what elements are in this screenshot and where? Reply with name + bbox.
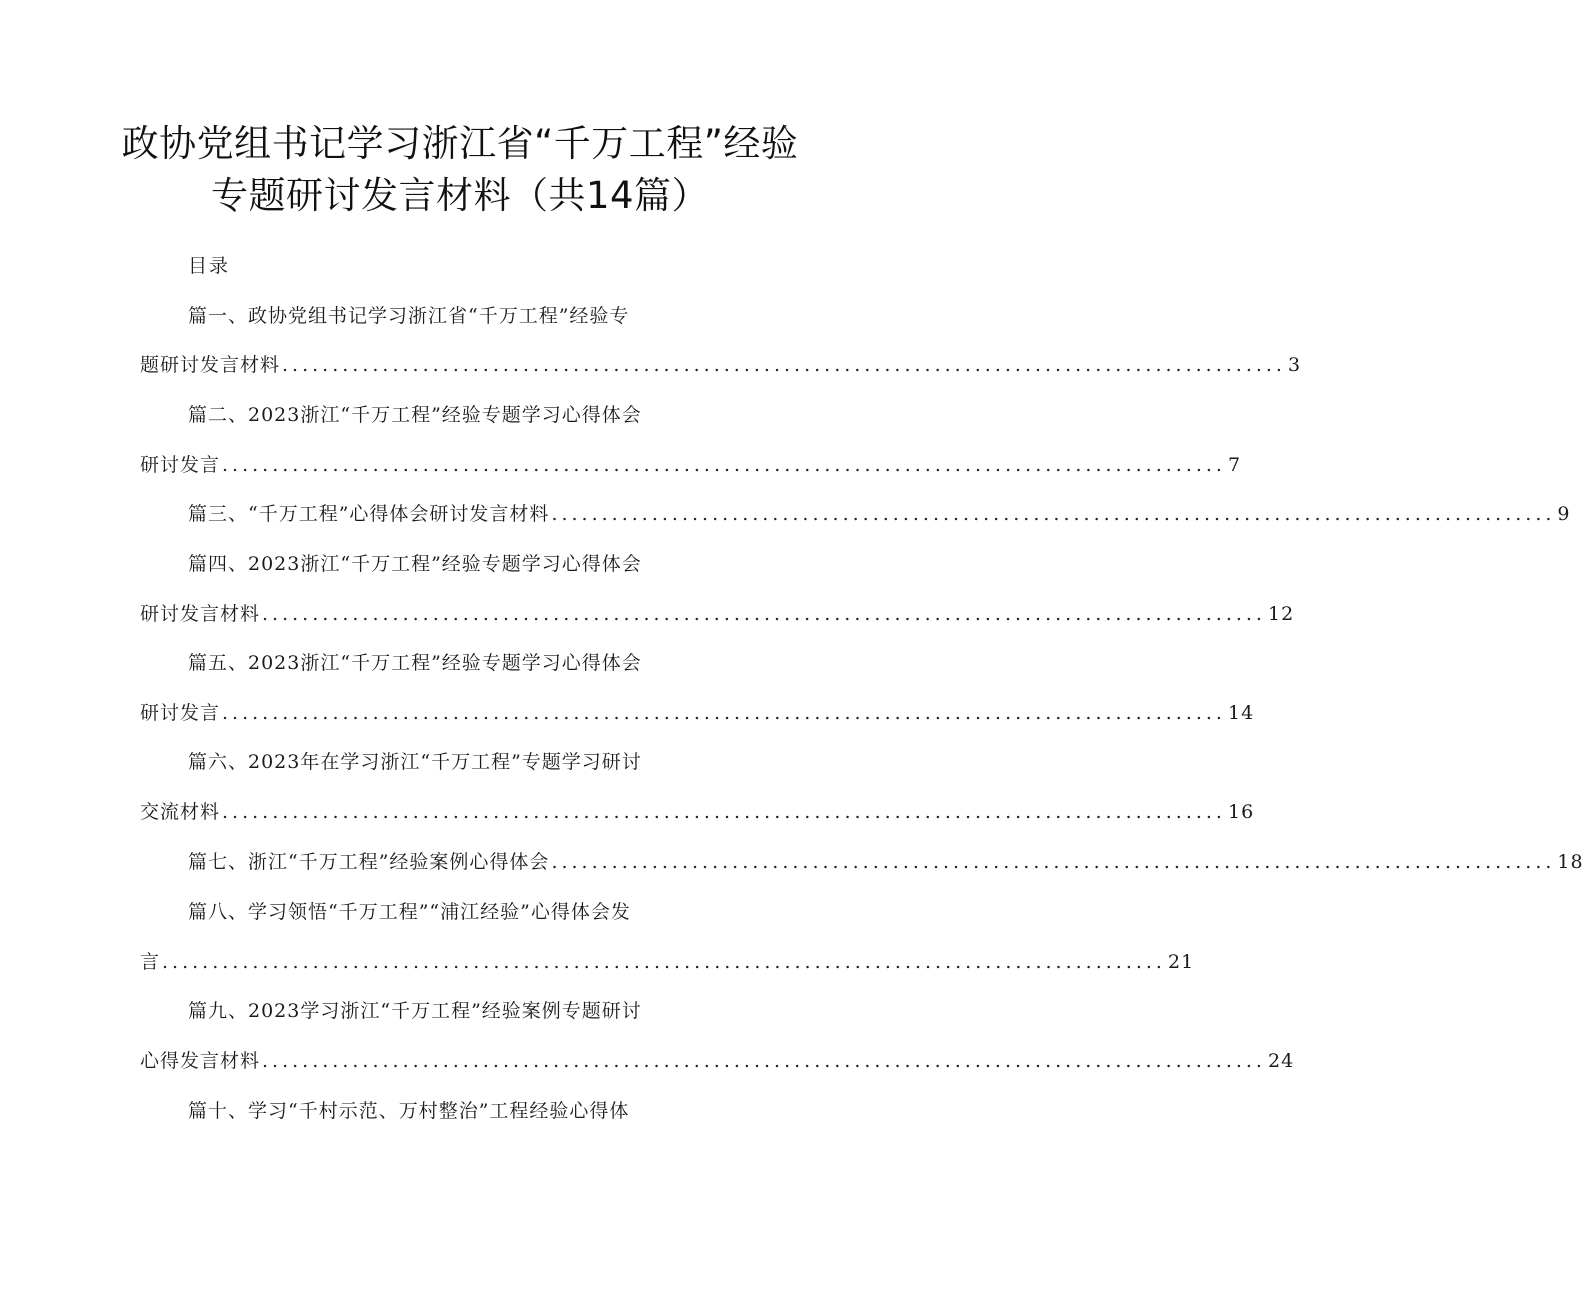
- dot-leader: ....................................................................................................: [282, 354, 1286, 376]
- toc-entry-text: 研讨发言材料: [140, 603, 261, 625]
- toc-entry-5-line-1: 篇五、2023浙江“千万工程”经验专题学习心得体会: [188, 652, 642, 674]
- toc-entry-4-line-1: 篇四、2023浙江“千万工程”经验专题学习心得体会: [188, 553, 642, 575]
- toc-entry-1-line-2: [140, 351, 1302, 379]
- dot-leader: ....................................................................................................: [262, 603, 1266, 625]
- toc-entry-8-line-2: [140, 948, 1195, 976]
- toc-entry-10-line-1: 篇十、学习“千村示范、万村整治”工程经验心得体: [188, 1100, 630, 1122]
- toc-entry-text: 研讨发言: [140, 454, 221, 476]
- toc-entry-text: 篇三、“千万工程”心得体会研讨发言材料: [188, 503, 550, 525]
- toc-entry-6-line-1: 篇六、2023年在学习浙江“千万工程”专题学习研讨: [188, 751, 642, 773]
- toc-page-number: 24: [1267, 1050, 1295, 1072]
- toc-entry-text: 题研讨发言材料: [140, 354, 281, 376]
- toc-entry-text: 篇七、浙江“千万工程”经验案例心得体会: [188, 851, 550, 873]
- toc-entry-4-line-2: [140, 600, 1295, 628]
- document-title: [0, 118, 920, 222]
- dot-leader: ....................................................................................................: [551, 851, 1556, 873]
- toc-entry-9-line-1: 篇九、2023学习浙江“千万工程”经验案例专题研讨: [188, 1000, 642, 1022]
- dot-leader: ....................................................................................................: [162, 951, 1166, 973]
- toc-entry-text: 言: [140, 951, 161, 973]
- toc-page-number: 14: [1227, 702, 1255, 724]
- toc-entry-2-line-1: 篇二、2023浙江“千万工程”经验专题学习心得体会: [188, 404, 642, 426]
- dot-leader: ....................................................................................................: [222, 702, 1226, 724]
- toc-entry-text: 交流材料: [140, 801, 221, 823]
- title-line-2: 专题研讨发言材料（共14篇）: [210, 174, 710, 217]
- toc-entry-6-line-2: [140, 798, 1255, 826]
- toc-page-number: 16: [1227, 801, 1255, 823]
- toc-page-number: 12: [1267, 603, 1295, 625]
- toc-entry-text: 心得发言材料: [140, 1050, 261, 1072]
- toc-entry-text: 研讨发言: [140, 702, 221, 724]
- toc-entry-8-line-1: 篇八、学习领悟“千万工程”“浦江经验”心得体会发: [188, 901, 631, 923]
- toc-entry-3: [188, 500, 1571, 528]
- dot-leader: ....................................................................................................: [262, 1050, 1266, 1072]
- dot-leader: ....................................................................................................: [222, 454, 1226, 476]
- toc-entry-1-line-1: 篇一、政协党组书记学习浙江省“千万工程”经验专: [188, 305, 630, 327]
- toc-page-number: 3: [1287, 354, 1302, 376]
- toc-page-number: 7: [1227, 454, 1242, 476]
- toc-entry-5-line-2: [140, 699, 1255, 727]
- dot-leader: ....................................................................................................: [222, 801, 1226, 823]
- toc-heading: 目录: [188, 255, 231, 277]
- toc-entry-2-line-2: [140, 451, 1242, 479]
- title-line-1: 政协党组书记学习浙江省“千万工程”经验: [121, 122, 799, 165]
- dot-leader: ....................................................................................................: [551, 503, 1556, 525]
- toc-entry-7: [188, 848, 1584, 876]
- toc-entry-9-line-2: [140, 1047, 1295, 1075]
- toc-page-number: 18: [1557, 851, 1584, 873]
- toc-page-number: 21: [1167, 951, 1195, 973]
- toc-page-number: 9: [1557, 503, 1571, 525]
